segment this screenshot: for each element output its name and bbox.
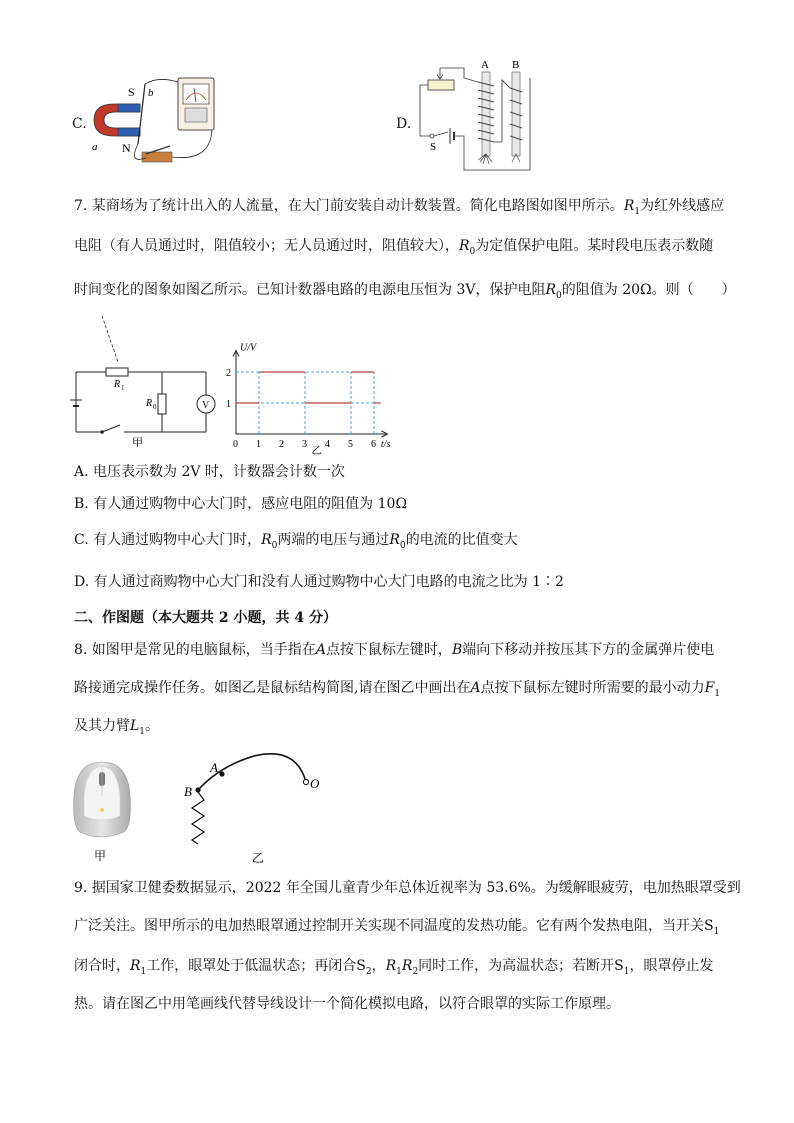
q7-option-c-r0-sub-2: 0 [399,540,406,551]
q8-line3 [74,716,159,742]
x-tick-label: 5 [348,439,353,450]
q9-line3-b: 工作，眼罩处于低温状态；再闭合 [146,958,357,974]
label-a: A [210,760,218,775]
q7-r0-sub: 0 [469,246,476,257]
q7-r0-2: R [545,282,557,298]
q8-line2-b: 点按下鼠标左键时所需要的最小动力 [480,680,705,696]
q9-r2: R [401,958,413,974]
q7-line1-b: 为红外线感应 [640,198,725,214]
point-a [219,771,224,776]
fig-jia-caption: 甲 [132,437,143,449]
y-axis-label: U/V [240,342,257,354]
q9-line4: 热。请在图乙中用笔画线代替导线设计一个简化模拟电路，以符合眼罩的实际工作原理。 [74,996,620,1012]
q7-option-c-c: 的电流的比值变大 [405,532,518,548]
label-n: N [122,141,131,155]
q9-s2-sub: 2 [365,966,372,977]
q8-a-2: A [470,680,481,696]
section2-title: 二、作图题（本大题共 2 小题，共 4 分） [74,610,337,626]
q7-option-c-b: 两端的电压与通过 [277,532,390,548]
q9-s1-sub: 1 [713,926,720,937]
q8-line1-a: 8. 如图甲是常见的电脑鼠标，当手指在 [74,642,316,658]
spring [192,792,204,844]
q9-line3-d: 同时工作，为高温状态；若断开 [418,958,615,974]
fig-r1-sub: 1 [121,384,125,392]
x-tick-label: 0 [233,439,238,450]
fig-meter-label: V [202,400,210,411]
q7-option-c-r0: R [261,532,272,548]
q7-r0: R [459,238,470,254]
q9-r1-b: R [385,958,397,974]
q8-b: B [451,642,463,658]
conductor-ab [138,84,145,144]
q8-line1 [74,640,714,660]
q9-line3-c: ， [371,958,386,974]
q8-fig-yi-caption: 乙 [252,851,265,865]
q8-line2 [74,678,720,704]
q9-s1: S [704,918,714,934]
q9-r2-sub: 2 [412,966,419,977]
y-tick-label: 2 [226,368,231,379]
q7-chart-yi [224,330,414,457]
q8-line2-a: 路接通完成操作任务。如图乙是鼠标结构简图,请在图乙中画出在 [74,680,471,696]
q9-line3-a: 闭合时， [74,958,130,974]
x-tick-label: 1 [256,439,261,450]
q7-line1 [74,196,724,222]
q8-f: F [704,680,715,696]
galvanometer-magnet-figure [88,74,218,170]
rheostat [428,80,454,90]
q8-line1-b: 点按下鼠标左键时， [325,642,452,658]
q7-option-c-a: C. 有人通过购物中心大门时， [74,532,262,548]
q8-fig-jia-caption: 甲 [94,849,107,863]
q9-s1-b-sub: 1 [623,966,630,977]
r0-resistor [158,394,166,414]
label-b: B [512,59,520,71]
x-tick-label: 2 [279,439,284,450]
x-tick-label: 4 [325,439,330,450]
chart-caption: 乙 [311,446,322,457]
q9-line2 [74,916,719,942]
magnet-n-pole [118,128,140,136]
fig-r1-label: R [114,379,121,390]
q7-line2 [74,236,713,262]
q9-r1-b-sub: 1 [396,966,402,977]
q8-line3-a: 及其力臂 [74,718,130,734]
q7-line3-b: 的阻值为 20Ω。则（ ） [561,282,736,298]
label-o: O [310,776,320,791]
label-s: S [430,141,437,153]
x-tick-label: 3 [302,439,307,450]
q8-a: A [315,642,326,658]
label-s: S [128,85,135,99]
q8-lever-diagram [180,748,330,868]
label-a: A [481,59,489,71]
q7-option-c-r0-sub: 0 [271,540,278,551]
q9-line1: 9. 据国家卫健委数据显示，2022 年全国儿童青少年总体近视率为 53.6%。为缓解眼疲劳，电加热眼罩受到 [74,880,741,896]
x-axis-label: t/s [380,439,391,450]
q8-line3-b: 。 [145,718,160,734]
q9-line3-e: ，眼罩停止发 [629,958,714,974]
q9-line3 [74,956,714,982]
q7-option-b[interactable]: B. 有人通过购物中心大门时，感应电阻的阻值为 10Ω [74,496,408,512]
q7-r1: R [623,198,635,214]
q7-line2-a: 电阻（有人员通过时，阻值较小；无人员通过时，阻值较大）， [74,238,459,254]
electromagnet-figure [412,58,542,178]
q7-option-d[interactable]: D. 有人通过商购物中心大门和没有人通过购物中心大门电路的电流之比为 1∶2 [74,574,564,590]
switch [102,425,120,432]
q9-s1-b: S [614,958,624,974]
q7-option-c-r0-2: R [389,532,400,548]
q9-r1: R [130,958,141,974]
q9-r1-sub: 1 [140,966,147,977]
y-tick-label: 1 [226,399,231,410]
r1-resistor [106,368,128,376]
q7-line3-a: 时间变化的图象如图乙所示。已知计数器电路的电源电压恒为 3V，保护电阻 [74,282,546,298]
q8-f-sub: 1 [714,688,721,699]
q8-line1-c: 端向下移动并按压其下方的金属弹片使电 [462,642,715,658]
q9-s2: S [356,958,366,974]
q8-l-sub: 1 [139,726,146,737]
label-a: a [92,141,98,153]
q7-r1-sub: 1 [634,206,641,217]
infrared-beam [102,316,118,362]
q7-circuit-jia [66,312,216,449]
q7-option-a[interactable]: A. 电压表示数为 2V 时，计数器会计数一次 [74,464,345,480]
point-o [303,779,308,784]
point-b [195,787,200,792]
label-b: B [184,784,192,799]
fig-r0-sub: 0 [153,403,157,411]
q7-line3 [74,280,736,306]
q8-mouse-image [70,756,140,866]
q7-option-c[interactable] [74,530,518,556]
q9-line2-a: 广泛关注。图甲所示的电加热眼罩通过控制开关实现不同温度的发热功能。它有两个发热电阻，当开关 [74,918,704,934]
magnet-s-pole [118,104,140,112]
label-b: b [148,87,154,99]
q7-line2-b: 为定值保护电阻。某时段电压表示数随 [475,238,714,254]
option-c-letter: C. [72,116,87,132]
x-tick-label: 6 [371,439,376,450]
fig-r0-label: R [146,398,153,409]
option-d-letter: D. [396,116,412,132]
q8-l: L [130,718,140,734]
q7-line1-a: 7. 某商场为了统计出入的人流量，在大门前安装自动计数装置。简化电路图如图甲所示。 [74,198,624,214]
q7-r0-sub-2: 0 [556,290,562,301]
